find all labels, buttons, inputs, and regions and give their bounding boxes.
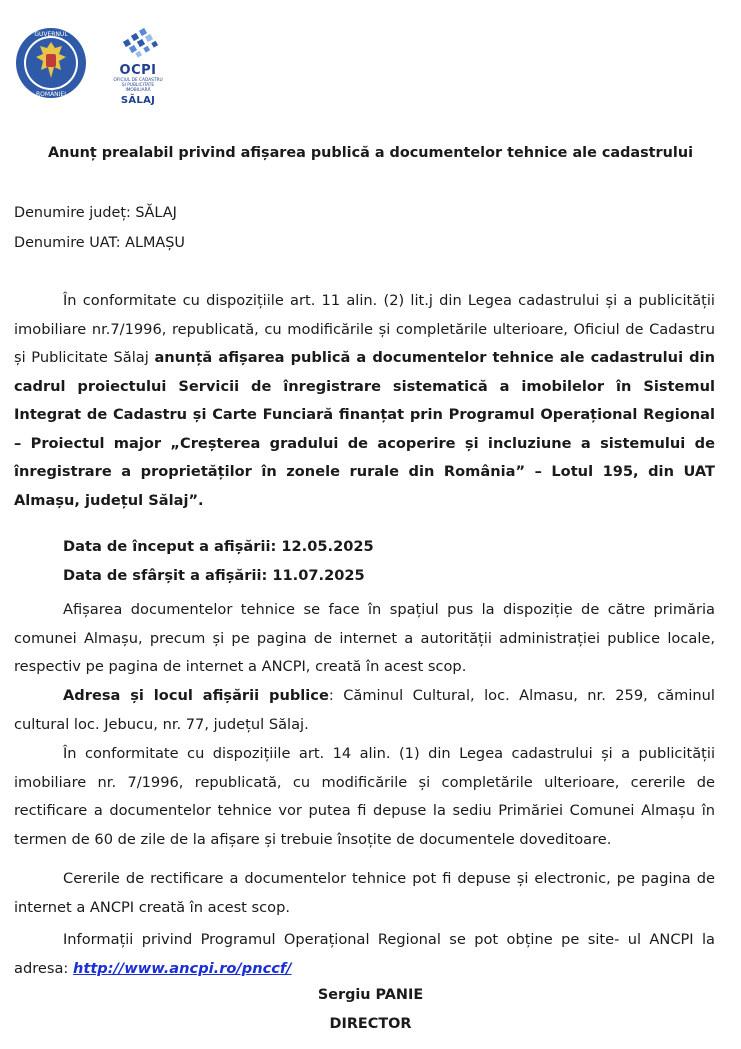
- uat-line: Denumire UAT: ALMAȘU: [14, 235, 185, 251]
- ocpi-name: OCPI: [119, 63, 157, 78]
- ocpi-county: SĂLAJ: [120, 95, 156, 106]
- paragraph-address: Adresa și locul afișării publice: Căminul Cultural, loc. Almasu, nr. 259, căminul cultural loc. Jebucu, nr. 77, județul Sălaj.: [14, 687, 715, 733]
- signature-role: DIRECTOR: [329, 1016, 412, 1032]
- page-title: Anunț prealabil privind afișarea publică a documentelor tehnice ale cadastrului: [47, 145, 694, 161]
- paragraph-display-location: Afișarea documentelor tehnice se face în spațiul pus la dispoziție de către primăria comunei Almașu, precum și pe pagina de internet a autorității administrației publice locale, respectiv pe pagina de internet a ANCPI, creată în acest scop.: [14, 601, 715, 675]
- ocpi-subtitle: OFICIUL DE CADASTRU ȘI PUBLICITATE IMOBILIARĂ: [113, 78, 163, 93]
- paragraph-electronic: Cererile de rectificare a documentelor tehnice pot fi depuse și electronic, pe pagina de internet a ANCPI creată în acest scop.: [14, 870, 715, 916]
- start-date: Data de început a afișării: 12.05.2025: [63, 538, 374, 555]
- government-seal-icon: [14, 26, 88, 100]
- signature-name: Sergiu PANIE: [317, 987, 424, 1003]
- paragraph-rectification: În conformitate cu dispozițiile art. 14 alin. (1) din Legea cadastrului și a publicității imobiliare nr. 7/1996, republicată, cu modificările și completările ulterioare, cererile de rectificare a documentelor tehnice vor putea fi depuse la sediu Primăriei Comunei Almașu în termen de 60 de zile de la afișare și trebuie însoțite de documentele doveditoare.: [14, 745, 715, 848]
- end-date: Data de sfârșit a afișării: 11.07.2025: [63, 567, 365, 584]
- paragraph-announcement: În conformitate cu dispozițiile art. 11 alin. (2) lit.j din Legea cadastrului și a publicității imobiliare nr.7/1996, republicată, cu modificările și completările ulterioare, Oficiul de Cadastru și Publicitate Sălaj anunță afișarea publică a documentelor tehnice ale cadastrului din cadrul proiectului Servicii de înregistrare sistematică a imobilelor în Sistemul Integrat de Cadastru și Carte Funciară finanțat prin Programul Operațional Regional – Proiectul major „Creșterea gradului de acoperire și incluziune a sistemului de înregistrare a proprietăților în zonele rurale din România” – Lotul 195, din UAT Almașu, județul Sălaj”.: [14, 292, 715, 509]
- ancpi-link[interactable]: http://www.ancpi.ro/pnccf/: [72, 959, 292, 977]
- ocpi-logo: [102, 26, 174, 112]
- svg-text:ROMÂNIEI: ROMÂNIEI: [36, 91, 66, 98]
- ocpi-emblem-icon: [102, 26, 174, 62]
- county-line: Denumire județ: SĂLAJ: [14, 205, 177, 221]
- header-logos: [14, 26, 174, 112]
- paragraph-info: Informații privind Programul Operațional Regional se pot obține pe site- ul ANCPI la adresa: http://www.ancpi.ro/pnccf/: [14, 931, 715, 977]
- svg-text:GUVERNUL: GUVERNUL: [34, 31, 68, 38]
